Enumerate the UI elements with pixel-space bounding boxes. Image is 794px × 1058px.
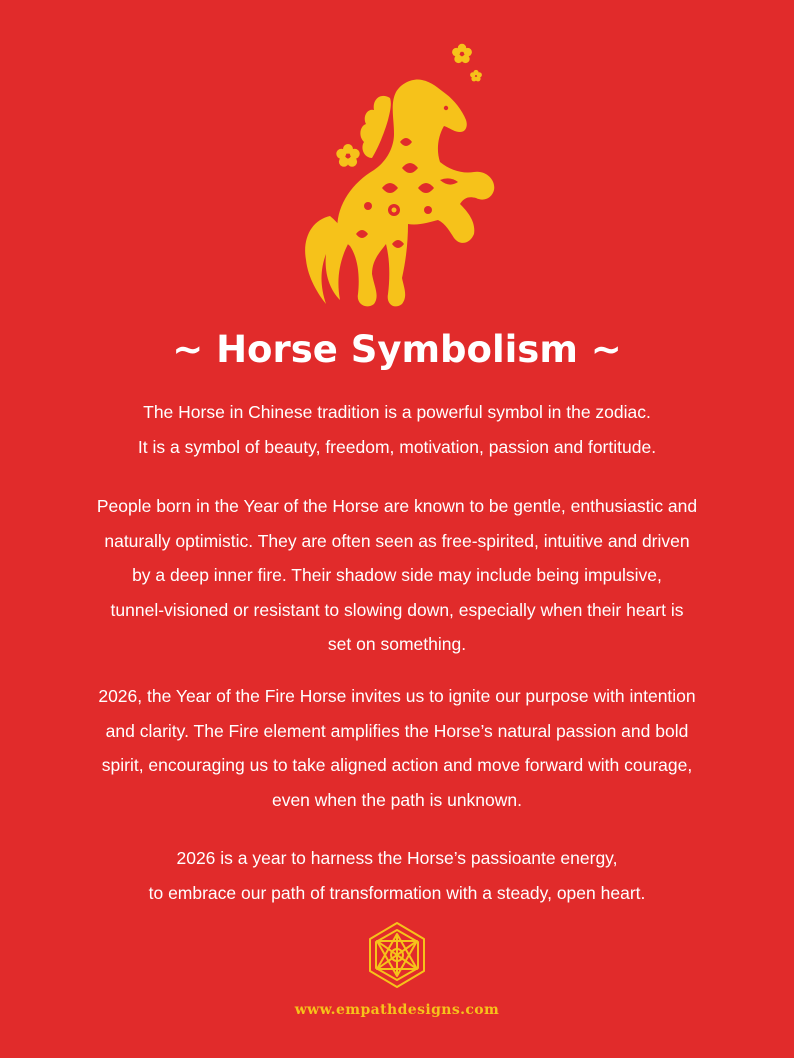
text-line: tunnel-visioned or resistant to slowing down, especially when their heart is — [110, 599, 684, 620]
sacred-geometry-emblem-icon — [362, 920, 432, 990]
page-title: ~ Horse Symbolism ~ — [172, 328, 622, 371]
text-line: naturally optimistic. They are often seen as free-spirited, intuitive and driven — [104, 530, 690, 551]
paragraph-traits — [40, 489, 754, 662]
text-line: set on something. — [327, 634, 467, 654]
text-line: It is a symbol of beauty, freedom, motivation, passion and fortitude. — [137, 436, 657, 457]
text-line: even when the path is unknown. — [271, 789, 523, 810]
paragraph-intro — [40, 395, 754, 464]
flower-icon — [336, 144, 359, 167]
text-line: The Horse in Chinese tradition is a powerful symbol in the zodiac. — [143, 402, 651, 422]
text-line: and clarity. The Fire element amplifies the Horse’s natural passion and bold — [105, 720, 689, 741]
text-line: 2026, the Year of the Fire Horse invites us to ignite our purpose with intention — [98, 686, 696, 706]
text-line: People born in the Year of the Horse are known to be gentle, enthusiastic and — [96, 496, 698, 516]
website-link[interactable]: www.empathdesigns.com — [294, 1002, 500, 1018]
flower-icon — [452, 44, 472, 63]
text-line: 2026 is a year to harness the Horse’s passioante energy, — [176, 848, 618, 868]
text-line: spirit, encouraging us to take aligned action and move forward with courage, — [101, 755, 693, 775]
text-line: by a deep inner fire. Their shadow side may include being impulsive, — [132, 565, 662, 585]
flower-icon — [470, 70, 482, 82]
rearing-horse-icon — [290, 38, 505, 313]
text-line: to embrace our path of transformation with a steady, open heart. — [148, 882, 646, 903]
paragraph-closing — [40, 841, 754, 910]
paragraph-fire-horse — [40, 679, 754, 817]
